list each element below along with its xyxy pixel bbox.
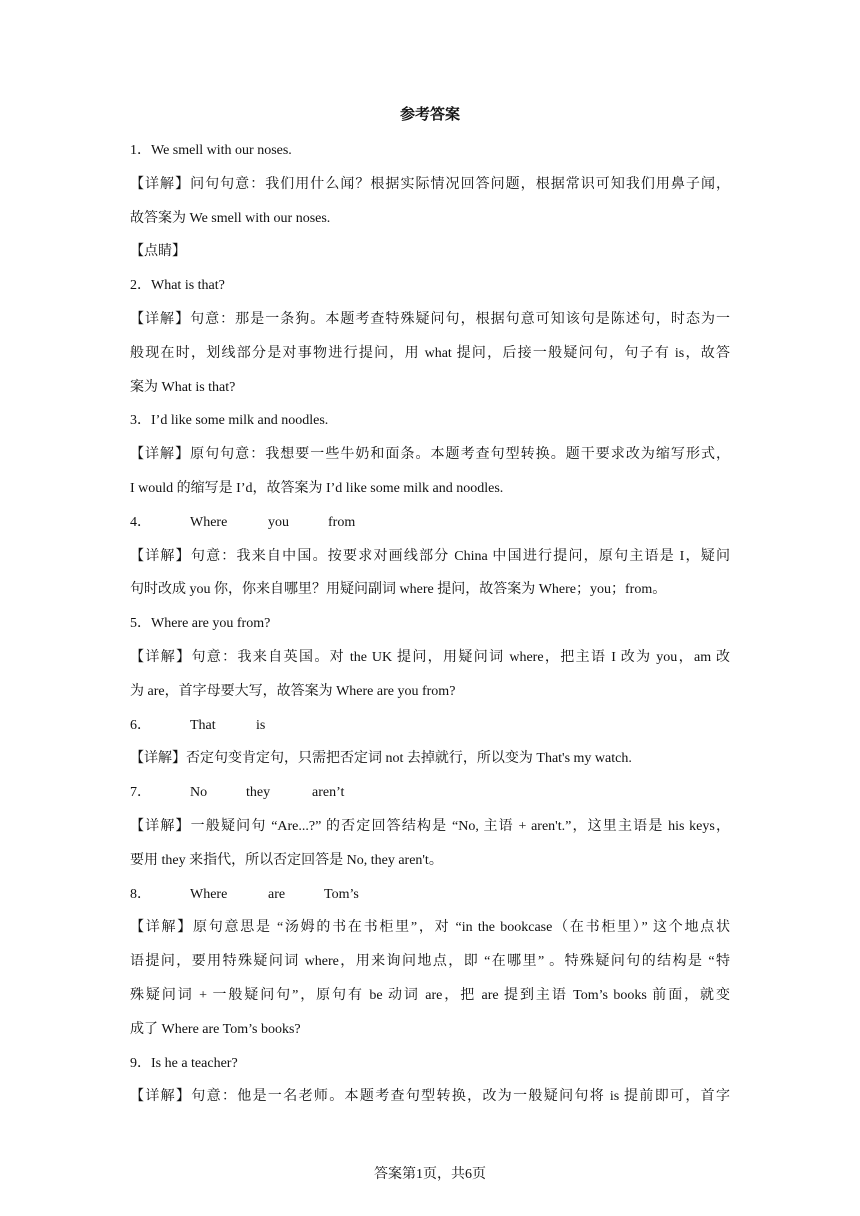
answer-6 bbox=[130, 709, 730, 743]
answer-list bbox=[130, 134, 730, 1114]
answer-1: 1．We smell with our noses. bbox=[130, 143, 292, 158]
explanation-7-line-2: 要用 they 来指代，所以否定回答是 No, they aren't。 bbox=[130, 852, 443, 868]
explanation-3-line-1: 【详解】原句句意：我想要一些牛奶和面条。本题考查句型转换。题干要求改为缩写形式， bbox=[130, 447, 730, 463]
explanation-6-line-1: 【详解】否定句变肯定句，只需把否定词 not 去掉就行，所以变为 That's my watch. bbox=[130, 751, 632, 767]
answer-6-word-2: is bbox=[256, 717, 266, 733]
answer-5: 5．Where are you from? bbox=[130, 616, 271, 632]
page-footer: 答案第1页，共6页 bbox=[374, 1167, 486, 1182]
explanation-7-line-1: 【详解】一般疑问句 “Are...?” 的否定回答结构是 “No, 主语 + aren't.”，这里主语是 his keys， bbox=[130, 818, 730, 834]
answer-7 bbox=[130, 776, 730, 810]
answer-8-number: 8． bbox=[130, 886, 151, 902]
answer-6-word-1: That bbox=[190, 717, 216, 733]
answer-8-word-2: are bbox=[268, 886, 286, 902]
explanation-8-line-2: 语提问，要用特殊疑问词 where，用来询问地点，即 “在哪里” 。特殊疑问句的结构是 “特 bbox=[130, 954, 730, 970]
explanation-3-line-2: I would 的缩写是 I’d，故答案为 I’d like some milk and noodles. bbox=[130, 480, 504, 496]
explanation-4-line-1: 【详解】句意：我来自中国。按要求对画线部分 China 中国进行提问，原句主语是 I，疑问 bbox=[130, 548, 730, 564]
explanation-8-line-3: 殊疑问词 + 一般疑问句”，原句有 be 动词 are，把 are 提到主语 Tom’s books 前面，就变 bbox=[130, 987, 730, 1003]
answer-8-word-3: Tom’s bbox=[324, 886, 359, 902]
answer-4-word-1: Where bbox=[190, 514, 228, 530]
answer-4-number: 4． bbox=[130, 514, 151, 530]
explanation-4-line-2: 句时改成 you 你，你来自哪里？用疑问副词 where 提问，故答案为 Where；you；from。 bbox=[130, 582, 667, 598]
answer-9: 9．Is he a teacher? bbox=[130, 1055, 238, 1071]
explanation-1-line-2: 故答案为 We smell with our noses. bbox=[130, 210, 331, 226]
explanation-2-line-2: 般现在时，划线部分是对事物进行提问，用 what 提问，后接一般疑问句，句子有 is，故答 bbox=[130, 345, 730, 361]
answer-3: 3．I’d like some milk and noodles. bbox=[130, 413, 329, 429]
answer-8-word-1: Where bbox=[190, 886, 228, 902]
explanation-8-line-4: 成了 Where are Tom’s books? bbox=[130, 1021, 301, 1037]
answer-6-number: 6． bbox=[130, 717, 151, 733]
answer-7-number: 7． bbox=[130, 785, 151, 801]
answer-7-word-3: aren’t bbox=[312, 785, 345, 801]
answer-7-word-1: No bbox=[190, 785, 208, 801]
answer-4 bbox=[130, 506, 730, 540]
explanation-1-line-1: 【详解】问句句意：我们用什么闻？根据实际情况回答问题，根据常识可知我们用鼻子闻， bbox=[130, 176, 730, 192]
answer-7-word-2: they bbox=[246, 785, 271, 801]
answer-4-word-3: from bbox=[328, 514, 356, 530]
answer-8 bbox=[130, 878, 730, 912]
answer-2: 2．What is that? bbox=[130, 278, 225, 294]
explanation-9-line-1: 【详解】句意：他是一名老师。本题考查句型转换，改为一般疑问句将 is 提前即可，首字 bbox=[130, 1089, 730, 1105]
explanation-2-line-3: 案为 What is that? bbox=[130, 379, 236, 395]
explanation-5-line-1: 【详解】句意：我来自英国。对 the UK 提问，用疑问词 where，把主语 I 改为 you，am 改 bbox=[130, 649, 730, 665]
page-title: 参考答案 bbox=[399, 107, 460, 123]
explanation-2-line-1: 【详解】句意：那是一条狗。本题考查特殊疑问句，根据句意可知该句是陈述句，时态为一 bbox=[130, 311, 730, 327]
explanation-5-line-2: 为 are，首字母要大写，故答案为 Where are you from? bbox=[130, 683, 456, 699]
explanation-8-line-1: 【详解】原句意思是 “汤姆的书在书柜里”，对 “in the bookcase（在书柜里）” 这个地点状 bbox=[130, 920, 730, 936]
note-1: 【点睛】 bbox=[130, 244, 186, 260]
answer-4-word-2: you bbox=[268, 514, 289, 530]
